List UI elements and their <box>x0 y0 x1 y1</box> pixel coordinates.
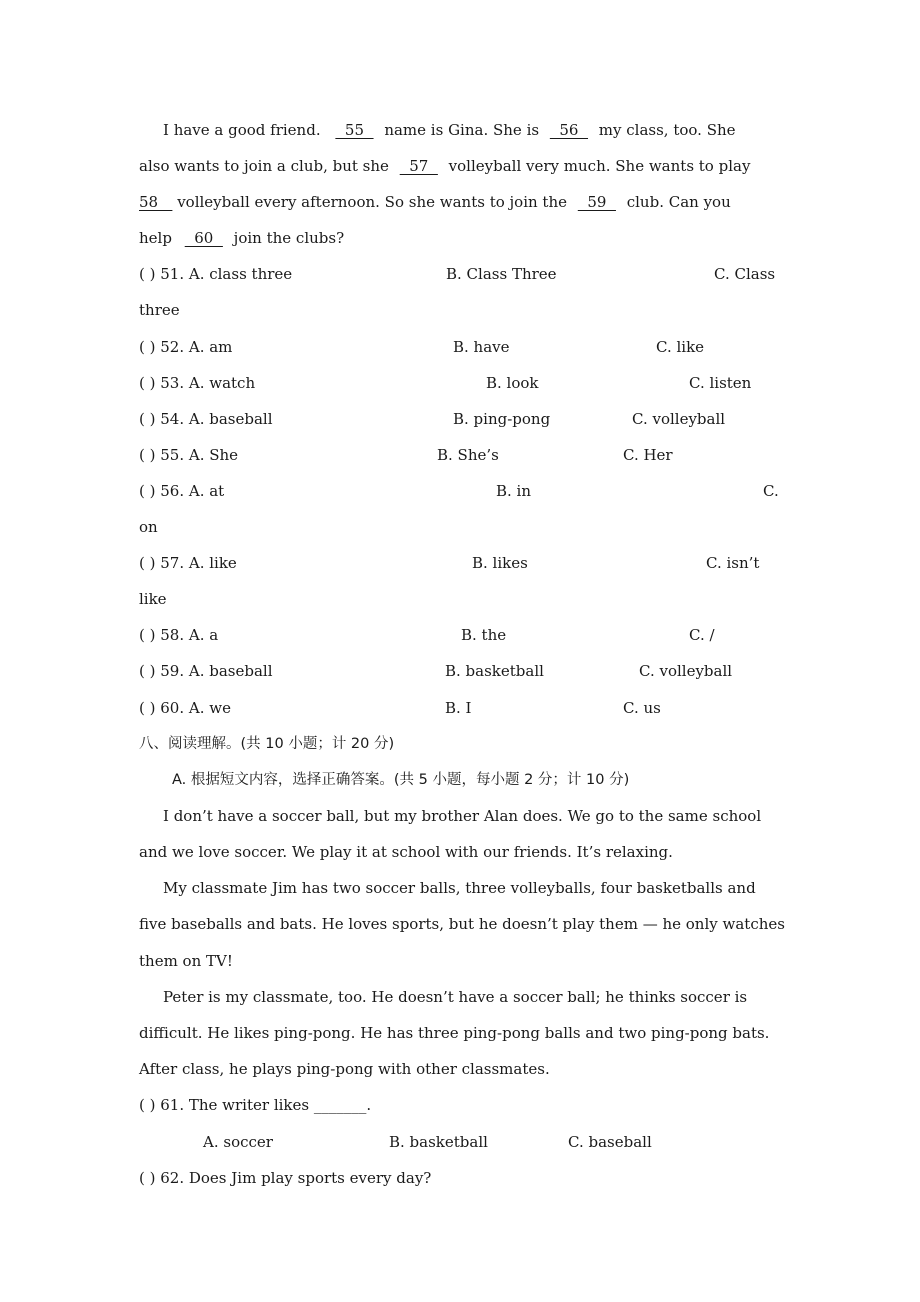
blank-57: 57 <box>399 157 438 175</box>
cloze-line-2: also wants to join a club, but she 57 volleyball very much. She wants to play <box>139 157 751 175</box>
passage-line-8: After class, he plays ping-pong with other classmates. <box>139 1060 550 1078</box>
blank-59: 59 <box>577 193 616 211</box>
passage-line-3: My classmate Jim has two soccer balls, three volleyballs, four basketballs and <box>163 879 756 897</box>
passage-line-7: difficult. He likes ping-pong. He has three ping-pong balls and two ping-pong bats. <box>139 1024 770 1042</box>
blank-56: 56 <box>549 121 589 139</box>
passage-line-1: I don’t have a soccer ball, but my brother Alan does. We go to the same school <box>163 807 762 825</box>
passage-line-4: five baseballs and bats. He loves sports, but he doesn’t play them — he only watches <box>139 915 785 933</box>
section-title: 八、阅读理解。(共 10 小题；计 20 分) <box>139 736 395 752</box>
cloze-line-1: I have a good friend. 55 name is Gina. She is 56 my class, too. She <box>163 121 736 139</box>
passage-line-6: Peter is my classmate, too. He doesn’t have a soccer ball; he thinks soccer is <box>163 988 748 1006</box>
cloze-line-4: help 60 join the clubs? <box>139 229 345 247</box>
cloze-line-3: 58 volleyball every afternoon. So she wants to join the 59 club. Can you <box>139 193 731 211</box>
blank-55: 55 <box>335 121 374 139</box>
section-subtitle: A. 根据短文内容，选择正确答案。(共 5 小题，每小题 2 分；计 10 分) <box>172 772 630 788</box>
passage-line-2: and we love soccer. We play it at school with our friends. It’s relaxing. <box>139 843 673 861</box>
blank-60: 60 <box>184 229 223 247</box>
blank-58: 58 <box>139 193 173 211</box>
passage-line-5: them on TV! <box>139 952 233 970</box>
